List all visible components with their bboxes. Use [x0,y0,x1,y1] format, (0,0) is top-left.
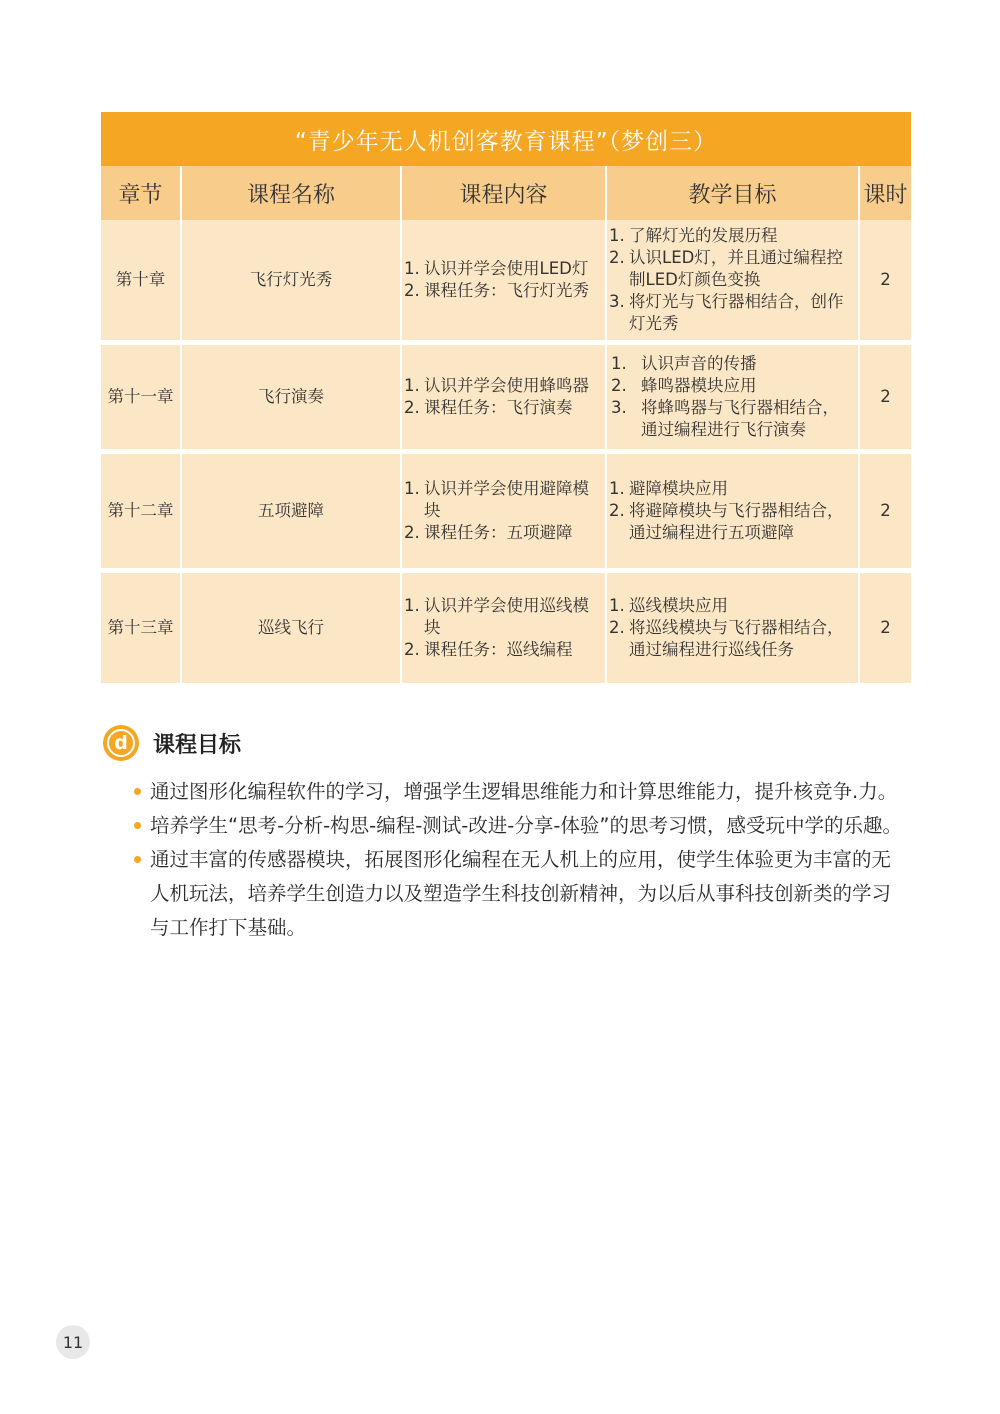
bullet-icon [134,856,141,863]
table-row [101,220,911,340]
goal-text: 通过丰富的传感器模块，拓展图形化编程在无人机上的应用，使学生体验更为丰富的无人机玩法，培养学生创造力以及塑造学生科技创新精神，为以后从事科技创新类的学习与工作打下基础。 [150,848,892,939]
goal-text: 通过图形化编程软件的学习，增强学生逻辑思维能力和计算思维能力，提升核竞争.力。 [150,780,898,803]
content-item: 2. 课程任务：五项避障 [404,523,573,542]
goal-item: 1. 巡线模块应用 [609,596,728,615]
header-course-name: 课程名称 [181,166,401,220]
bullet-icon [134,822,141,829]
goal-item: 3. 将灯光与飞行器相结合，创作灯光秀 [609,292,844,333]
header-chapter: 章节 [101,166,181,220]
goal-item: 2. 认识LED灯，并且通过编程控制LED灯颜色变换 [609,248,843,289]
goal-item: 1. 避障模块应用 [609,479,728,498]
cell-hours: 2 [859,454,911,568]
goals-list [134,775,904,945]
header-course-content: 课程内容 [401,166,606,220]
cell-content [401,454,606,568]
table-row [101,345,911,449]
section-badge-letter: d [107,729,135,757]
cell-goals [606,573,859,683]
header-hours: 课时 [859,166,911,220]
cell-course-name: 飞行灯光秀 [181,220,401,340]
cell-chapter: 第十章 [101,220,181,340]
cell-hours: 2 [859,573,911,683]
table-row [101,454,911,568]
course-table-block [101,112,911,683]
cell-content [401,220,606,340]
section-heading [103,725,241,761]
goal-item: 2. 将避障模块与飞行器相结合，通过编程进行五项避障 [609,501,844,542]
content-item: 1. 认识并学会使用蜂鸣器 [404,376,589,395]
cell-chapter: 第十三章 [101,573,181,683]
page-number: 11 [56,1325,90,1359]
content-item: 2. 课程任务：巡线编程 [404,640,573,659]
content-item: 2. 课程任务：飞行灯光秀 [404,281,589,300]
content-item: 1. 认识并学会使用巡线模块 [404,596,589,637]
cell-content [401,345,606,449]
content-item: 1. 认识并学会使用LED灯 [404,259,589,278]
cell-content [401,573,606,683]
goal-text: 培养学生“思考-分析-构思-编程-测试-改进-分享-体验”的思考习惯，感受玩中学的乐趣。 [150,814,902,837]
cell-course-name: 五项避障 [181,454,401,568]
goal-item: 1. 了解灯光的发展历程 [609,226,778,245]
cell-course-name: 巡线飞行 [181,573,401,683]
cell-chapter: 第十二章 [101,454,181,568]
list-item [134,775,904,809]
cell-hours: 2 [859,220,911,340]
section-title: 课程目标 [153,732,242,758]
goal-item: 2. 蜂鸣器模块应用 [611,376,757,395]
section-badge-icon [103,725,139,761]
table-row [101,573,911,683]
list-item [134,843,904,945]
cell-hours: 2 [859,345,911,449]
table-header-row [101,166,911,220]
goal-item: 3. 将蜂鸣器与飞行器相结合，通过编程进行飞行演奏 [611,398,839,439]
list-item [134,809,904,843]
cell-goals [606,454,859,568]
goal-item: 2. 将巡线模块与飞行器相结合，通过编程进行巡线任务 [609,618,844,659]
cell-goals [606,220,859,340]
bullet-icon [134,788,141,795]
table-title: “青少年无人机创客教育课程”（梦创三） [101,112,911,166]
content-item: 2. 课程任务：飞行演奏 [404,398,573,417]
content-item: 1. 认识并学会使用避障模块 [404,479,589,520]
cell-chapter: 第十一章 [101,345,181,449]
header-teaching-goals: 教学目标 [606,166,859,220]
cell-goals [606,345,859,449]
course-table [101,166,911,683]
cell-course-name: 飞行演奏 [181,345,401,449]
goal-item: 1. 认识声音的传播 [611,354,757,373]
